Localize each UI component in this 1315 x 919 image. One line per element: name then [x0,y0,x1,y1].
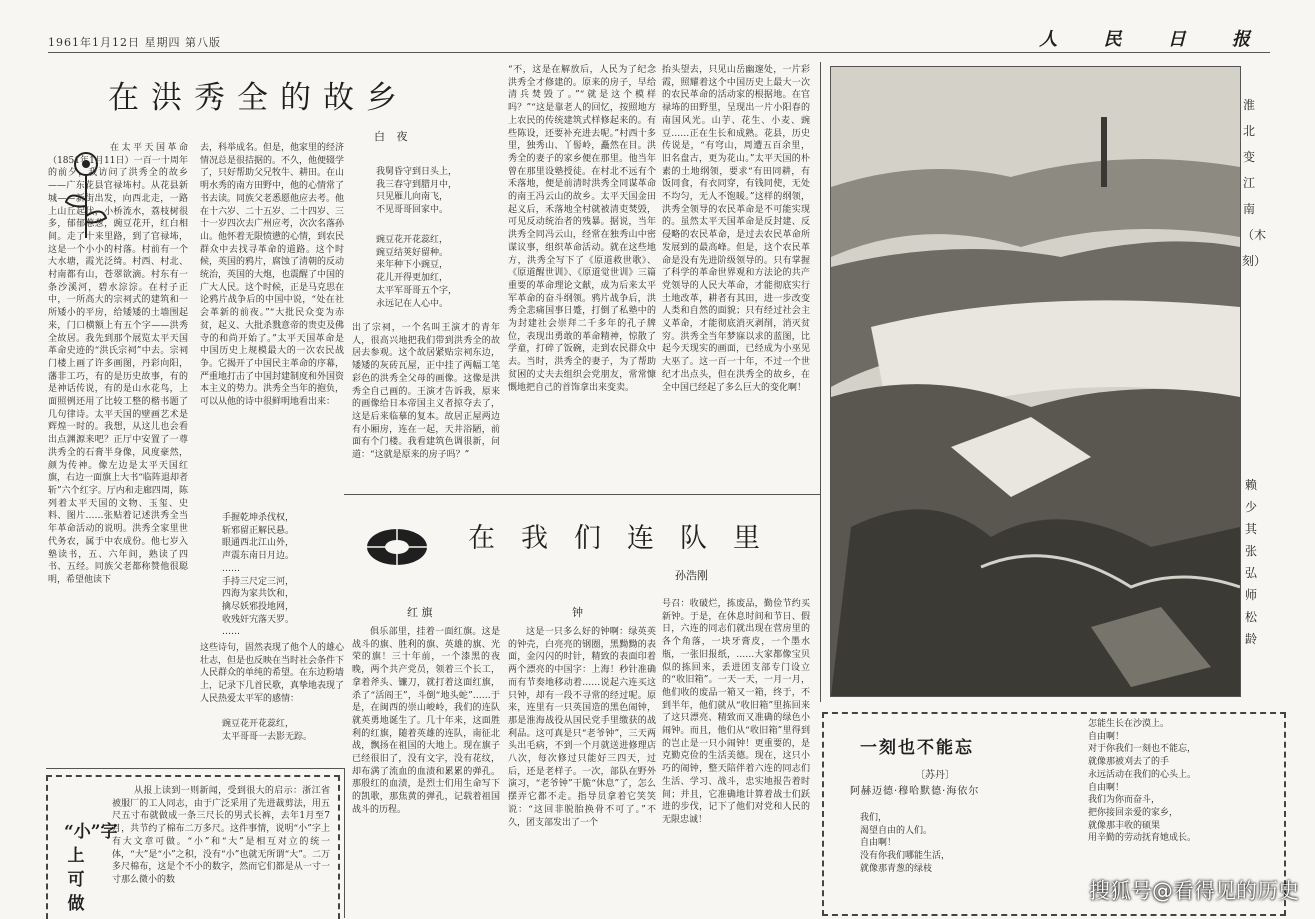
article1-body: “不，这是在解放后，人民为了纪念洪秀全才修建的。原来的房子，早给清兵焚毁了。”“就是这个模样吗？”“这是靠老人的回忆，按照地方上农民的传统建筑式样修起来的。有些陈设，还要补充进去呢。”村西十多里，独秀山、丫髻岭，矗然在目。洪秀全的妻子的家乡便在那里。他当年曾在那里设塾授徒。在村北不远有个禾落地，便是前清时洪秀全同谋革命的南王冯云山的故乡。太平天国金田起义后，禾落地全村就被清吏焚毁，可见反动统治者的残暴。据说，当年洪秀全同冯云山，经常在独秀山中密谋议事，组织革命活动。就在这些地方，洪秀全写下了《原道救世歌》、《原道醒世训》、《原道觉世训》三篇重要的革命理论文献，成为后来太平军革命的奋斗纲领。鸦片战争后，洪秀全悲痛国事日蹙，打倒了私塾中的为封建社会崇拜二千多年的孔子牌位，表现出勇敢的革命精神，惊散了学童，打碎了饭碗，走到农民群众中去。当时，洪秀全的妻子，为了帮助贫困的丈夫去组织会党朋友，常常慷慨地把自己的首饰拿出来变卖。 [508,65,656,393]
article2-column-1 [352,626,500,918]
article2-body: 俱乐部里，挂着一面红旗。这是战斗的旗、胜利的旗、英雄的旗、光荣的旗！三十年前，一个漆黑的夜晚，两个共产党员，领着三个长工，拿着斧头、镰刀，就打着这面红旗，杀了“活阎王”，斗倒“地头蛇”……于是，在闽西的崇山峻岭，我们的连队就英勇地诞生了。几十年来，这面胜利的红旗，随着英雄的连队，南征北战，飘扬在祖国的大地上。现在旗子已经很旧了，没有文字，没有花纹，却布满了流血的血渍和累累的弹孔。那殷红的血渍，是烈士们用生命写下的凯歌，那焦黄的弹孔，记载着祖国战斗的历程。 [352,627,500,815]
article1-column-2 [200,142,344,508]
article2-subheading: 红 旗 [407,606,433,619]
issue-date: 1961年1月12日 星期四 第八版 [48,36,221,49]
article2-subheading: 钟 [572,606,583,619]
article-author: 白 夜 [374,130,412,143]
section-divider [46,768,344,769]
woodcut-illustration [830,66,1241,697]
poem-title: 一刻也不能忘 [860,738,974,758]
article1-body: 抬头望去，只见山岳幽邃处，一片彩霞，照耀着这个中国历史上最大一次的农民革命的活动家的根据地。在官禄㘵的田野里，呈现出一片小阳春的南国风光。山芋、花生、小麦、豌豆……正在生长和成熟。花县，历史传说是，“有穹山，周遭五百余里，旧名盘古，更为花山。”太平天国的朴素的土地纲领，要求“有田同耕，有饭同食，有衣同穿，有钱同使，无处不均匀，无人不饱暖。”这样的纲领，洪秀全领导的农民革命是不可能实现的。虽然太平天国革命是反封建、反侵略的农民革命，是过去农民革命所发展到的最高峰。但是，这个农民革命是没有先进阶级领导的。只有掌握了科学的革命世界观和方法论的共产党领导的人民大革命，才能彻底实行土地改革，耕者有其田，进一步改变人类和自然的面貌；只有经过社会主义革命，才能彻底消灭剥削，消灭贫穷。洪秀全当年梦寐以求的蓝图，比起今天现实的画面，已经成为小巫见大巫了。这一百一十年，不过一个世纪才出点头，但在洪秀全的故乡，在全中国已经起了多么巨大的变化啊！ [662,65,810,393]
article1-poem: 手握乾坤杀伐权， 斩邪留正解民悬。 眼通西北江山外， 声震东南日月边。 …… 手持三尺定三河， 四海为家共饮和， 擒尽妖邪投地网， 收残奸宄落天罗。 …… [222,513,295,638]
box-body: 从报上读到一则新闻，受到很大的启示：浙江省被服厂的工人同志，由于广泛采用了先进裁剪法，用五尺五寸布就做成一条三尺长的男式长裤，去年1月至7月，共节约了棉布二万多尺。这件事情，说明“小”字上有大文章可做。“小”和“大”是相互对立的统一体，“大”是“小”之积，没有“小”也就无所谓“大”。二万多尺棉布，这是个不小的数字，然而它们都是从一寸一寸那么微小的数 [112,786,330,885]
column-divider [820,62,821,702]
woodcut-landscape-image [831,67,1240,696]
article2-body: 这是一只多么好的钟啊：绿英英的钟壳，白亮亮的钢圈，黑黝黝的表面，金闪闪的时针，精致的表面印着两个漂亮的中国字：上海！秒针准确而有节奏地移动着……说起六连买这只钟，却有一段不寻常的经过呢。原来，连里有一只英国造的黑色闹钟，那是淮海战役从国民党手里缴获的战利品。这可真是只“老爷钟”，三天两头出毛病，不到一个月就送进修理店八次，每次修过只能好三四天，过后，还是老样子。一次，部队在野外演习，“老爷钟”干脆“休息”了，怎么摆弄它都不走。指导员拿着它笑笑说：“这回非脱胎换骨不可了。”不久，团支部发出了一个 [508,627,656,828]
woodcut-artists: 赖少其 张弘 师松龄 [1244,478,1257,646]
article2-author: 孙浩刚 [675,569,708,582]
article1-body: 出了宗祠，一个名叫王演才的青年人，很高兴地把我们带到洪秀全的故居去参观。这个故居紧贴宗祠东边，矮矮的灰砖瓦屋，正中挂了两幅工笔彩色的洪秀全父母的画像。这像是洪秀全自己画的。王演才告诉我，原来的画像给日本帝国主义者掠夺去了，这是后来临摹的复本。故居正屋两边有小厢房，连在一起，天井浴陋，前面有个门楼。我看建筑色调很新，问道：“这就是原来的房子吗？” [352,323,500,461]
article1-poem: 我舅昏守到日头上， 我三春守到腊月中， 只见雁儿向南飞， 不见哥哥回家中。 [376,167,458,216]
watermark-text: 搜狐号@看得见的历史 [1089,879,1299,903]
article1-poem: 豌豆花开花蕊红， 豌豆结荚好留种。 来年种下小豌豆， 花儿开得更加红， 太平军哥哥五个字， 永远记在人心中。 [376,235,458,309]
article1-column-3 [352,322,500,492]
newspaper-name: 人 民 日 报 [1039,29,1270,50]
poem-right-column: 怎能生长在沙漠上。 自由啊！ 对于你我们一刻也不能忘， 就像那被刈去了的手 永远活动在我们的心头上。 自由啊！ 我们为你而奋斗， 把你接回亲爱的家乡， 就像那丰收的硕果 用辛勤的劳动抚育她成长。 [1088,719,1197,844]
article1-body: 这些诗句，固然表现了他个人的雄心壮志，但是也反映在当时社会条件下人民群众的单纯的希望。在东边粉墙上，记录下几首民歌，真挚地表现了人民热爱太平军的感情： [200,643,344,704]
flower-ornament-icon [360,522,434,572]
article1-poem: 豌豆花开花蕊红， 太平哥哥一去影无踪。 [222,719,313,742]
article1-column-2b [200,642,344,718]
masthead [48,29,1270,53]
box-column [112,785,330,919]
article1-body: 去，科举成名。但是，他家里的经济情况总是很拮据的。不久，他便辍学了，只好帮助父兄牧牛、耕田。在山明水秀的南方田野中，他的心情常了书去读。同族父老悉愿他应去考。他在十六岁、二十五岁、二十四岁、三十一岁四次去广州应考，次次名落孙山。他怀着无限愤懑的心情，到农民群众中去找寻革命的道路。这个时候，英国的鸦片，腐蚀了清朝的反动统治，英国的大炮，也震醒了中国的广大人民。这个时候，正是马克思在论鸦片战争后的中国中说，“处在社会革新的前夜。”“大批民众变为赤贫，起义、大批杀戮意帝的贵吏及佛寺的和尚开始了。”太平天国革命是中国历史上规模最大的一次农民战争。它揭开了中国民主革命的序幕，严重地打击了中国封建制度和外国资本主义的势力。洪秀全当年的抱负，可以从他的诗中很鲜明地看出来： [200,143,344,408]
poem-author: 阿赫迈德·穆哈默德·海依尔 [850,786,980,797]
column-divider [344,768,345,918]
article2-body: 号召：收破烂，拣废品，勤俭节约买新钟。于是，在休息时间和节日、假日，六连的同志们就出现在营房里的各个角落，一块牙膏皮，一个墨水瓶，一张旧报纸，……大家都像宝贝似的拣回来，丢进团支部专门设立的“收旧箱”。一天一天，一月一月，他们收的废品一箱又一箱，终于，不到半年，他们就从“收旧箱”里拣回来了这只漂亮、精致而又准确的绿色小闹钟。而且，他们从“收旧箱”里得到的岂止是一只小闹钟！更重要的，是克勤克俭的生活美德。现在，这只小巧的闹钟，整天陪伴着六连的同志们生活、学习、战斗，忠实地报告着时间；并且，它准确地计算着战士们跃进的步伐，记下了他们对党和人民的无限忠诚！ [662,599,810,825]
woodcut-caption: 淮北变江南（木刻） [1242,98,1267,268]
poem-left-column: 我们， 渴望自由的人们。 自由啊！ 没有你我们哪能生活， 就像那青葱的绿枝 [860,813,951,874]
article1-column-5 [662,64,810,494]
article1-column-1 [48,142,188,654]
article2-title: 在我们连队里 [468,523,786,554]
sidebar-box [46,775,340,919]
poem-nation: 〔苏丹〕 [915,770,955,781]
article1-body: 在太平天国革命（1851年1月11日）一百一十周年的前夕，我访问了洪秀全的故乡——广东花县官禄㘵村。从花县新城——新街出发，向西北走，一路上山丘起伏，小桥流水，荔枝树很多，郁郁葱葱，豌豆花开，红白相间。走了十来里路，到了官禄㘵，这是一个小小的村落。村前有一个大水塘，霞光泛绮。村西、村北、村南都有山，苍翠欲滴。村东有一条沙溪河，碧水淙淙。在村子正中，一所高大的宗祠式的建筑和一所矮小的平房，给矮矮的土墙围起来，门口横额上有五个字——洪秀全故居。我先到那个展览太平天国革命史迹的“洪氏宗祠”中去。宗祠门楼上画了许多画图，丹彩向阳，藩非工巧，有的是历史故事，有的是神话传说，有的是山水花鸟，上面照例还用了比较工整的楷书题了几句律诗。太平天国的壁画艺术是辉煌一时的。我想，从这儿也会看出点渊源来吧？正厅中安置了一尊洪秀全的石膏半身像，风度豪然，颜为传神。像左边是太平天国红旗，右边一面旗上大书“临阵退却者斩”六个红字。厅内和走廊四周，陈列着太平天国的文物、玉玺、史料、图片……张贴着记述洪秀全当年革命活动的说明。洪秀全家里世代务农，属于中农成份。他七岁入塾读书，五、六年间，熟读了四书、五经。同族父老都称赞他很聪明，希望他读下 [48,143,188,585]
section-divider [344,494,820,495]
box-heading: “小”字上可做 [64,822,118,914]
article-title: 在洪秀全的故乡 [108,80,409,116]
article2-column-3 [662,598,810,908]
article2-column-2 [508,626,656,918]
article1-column-4 [508,64,656,494]
